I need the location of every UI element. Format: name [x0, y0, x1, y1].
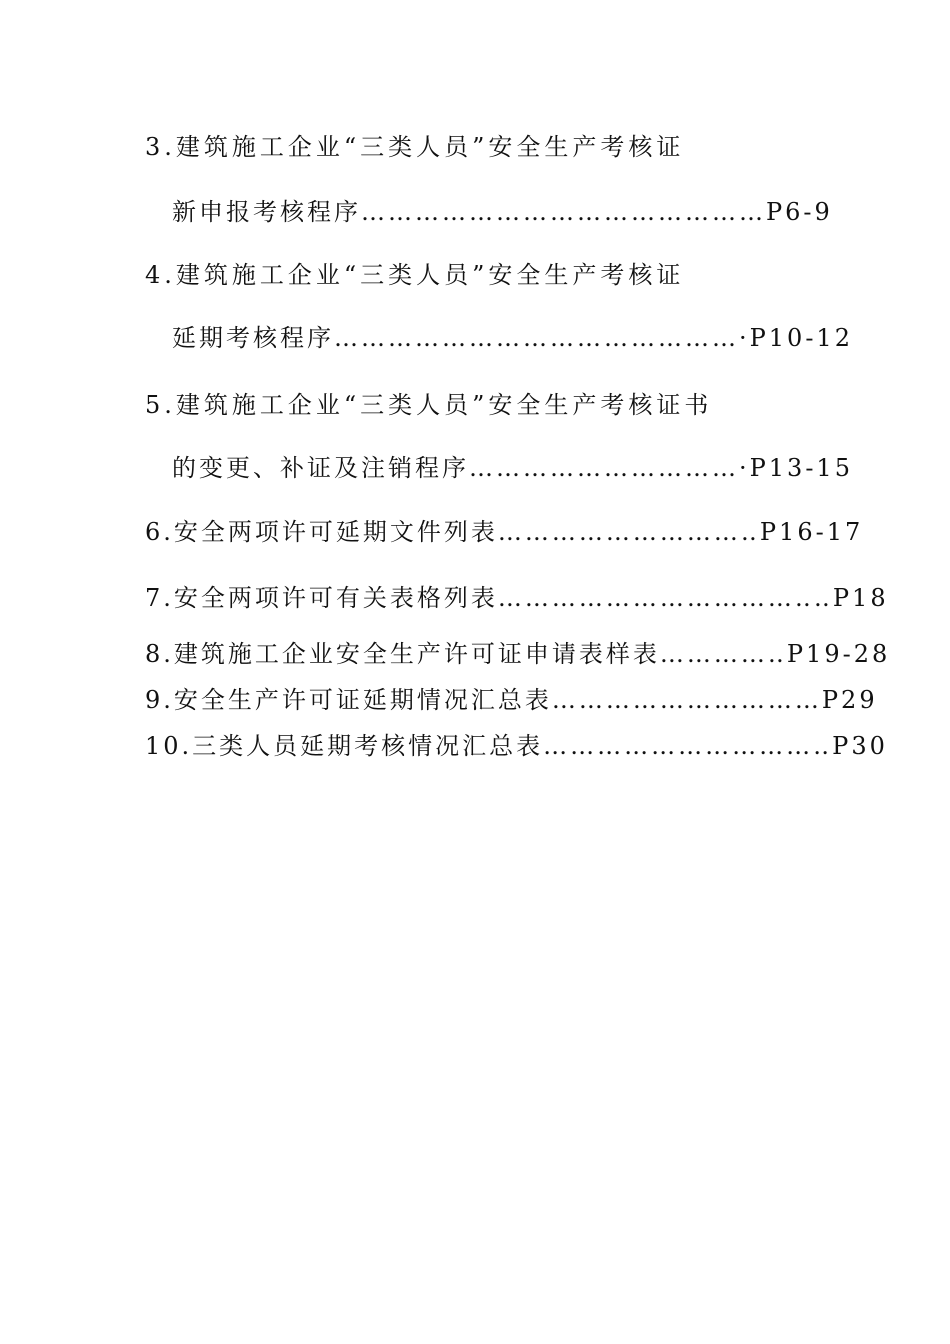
toc-item-3-continuation: 新申报考核程序………………………………………P6-9	[172, 198, 833, 226]
toc-item-10: 10.三类人员延期考核情况汇总表…………………………‥P30	[145, 732, 888, 760]
toc-item-8: 8.建筑施工企业安全生产许可证申请表样表…………‥P19-28	[145, 640, 891, 668]
toc-item-6: 6.安全两项许可延期文件列表………………………‥P16-17	[145, 518, 864, 546]
toc-item-4-continuation: 延期考核程序………………………………………·P10-12	[172, 324, 853, 352]
toc-item-4-title: 4.建筑施工企业“三类人员”安全生产考核证	[145, 261, 685, 289]
toc-item-7: 7.安全两项许可有关表格列表……………………………‥‥P18	[145, 584, 889, 612]
toc-item-5-title: 5.建筑施工企业“三类人员”安全生产考核证书	[145, 391, 713, 419]
toc-item-5-continuation: 的变更、补证及注销程序…………………………·P13-15	[172, 454, 853, 482]
toc-item-3-title: 3.建筑施工企业“三类人员”安全生产考核证	[145, 133, 685, 161]
toc-item-9: 9.安全生产许可证延期情况汇总表…………………………P29	[145, 686, 878, 714]
